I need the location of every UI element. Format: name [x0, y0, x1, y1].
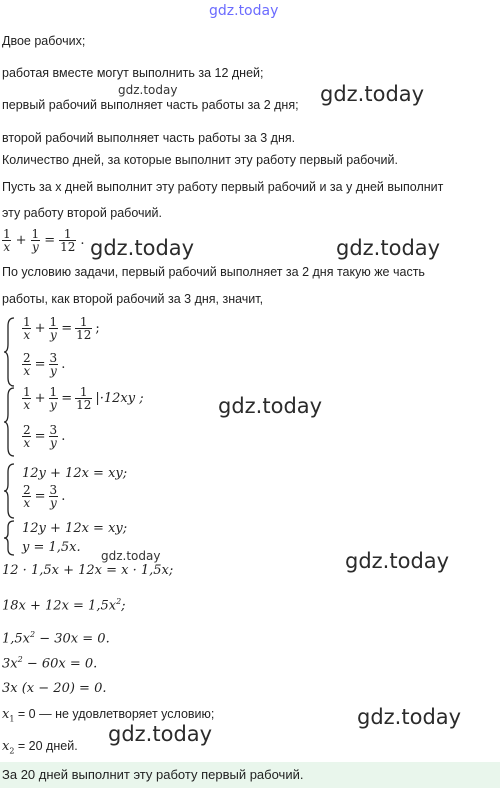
system-3-eq-2: $\frac{2}{x}$ = $\frac{3}{y}$ .	[23, 483, 66, 510]
watermark: gdz.today	[320, 82, 425, 106]
equation-line: $x_1 = 0$ — не удовлетворяет условию;	[2, 707, 215, 724]
text-line: первый рабочий выполняет часть работы за 2 дня;	[2, 98, 299, 112]
watermark: gdz.today	[118, 83, 178, 97]
watermark: gdz.today	[357, 705, 462, 729]
equation-line: $x_2 = 20$ дней.	[2, 739, 78, 756]
text-line: Двое рабочих;	[2, 34, 86, 48]
fraction: $\frac{1}{y}$	[31, 227, 40, 254]
equation-line: $3x^2 - 60x = 0$.	[2, 655, 98, 672]
watermark: gdz.today	[336, 236, 441, 260]
text-line: Пусть за x дней выполнит эту работу первый рабочий и за y дней выполнит	[2, 180, 444, 194]
watermark-top: gdz.today	[209, 3, 279, 19]
text-line: эту работу второй рабочий.	[2, 206, 162, 220]
system-3-eq-1: 12y + 12x = xy;	[22, 466, 128, 481]
equation-line: 12 · 1,5x + 12x = x · 1,5x;	[2, 563, 174, 578]
text-line: работая вместе могут выполнить за 12 дней;	[2, 66, 264, 80]
watermark: gdz.today	[108, 722, 213, 746]
watermark: gdz.today	[218, 394, 323, 418]
main-equation: $\frac{1}{x}$ + $\frac{1}{y}$ = $\frac{1}{12}$ .	[3, 227, 85, 254]
equation-line: $18x + 12x = 1,5x^2$;	[2, 597, 126, 614]
system-1-eq-2: $\frac{2}{x}$ = $\frac{3}{y}$ .	[23, 351, 66, 378]
system-4-eq-2: y = 1,5x.	[22, 540, 81, 555]
watermark: gdz.today	[101, 549, 161, 563]
system-2-eq-1: $\frac{1}{x}$ + $\frac{1}{y}$ = $\frac{1}{12}$ |·12xy ;	[23, 385, 144, 412]
answer-text: За 20 дней выполнит эту работу первый рабочий.	[2, 767, 304, 782]
system-2-eq-2: $\frac{2}{x}$ = $\frac{3}{y}$ .	[23, 423, 66, 450]
brace	[2, 462, 16, 520]
text-line: работы, как второй рабочий за 3 дня, значит,	[2, 292, 264, 306]
brace	[2, 386, 16, 458]
fraction: $\frac{1}{x}$	[3, 227, 11, 254]
watermark: gdz.today	[90, 236, 195, 260]
fraction: $\frac{1}{12}$	[60, 227, 76, 254]
watermark: gdz.today	[345, 549, 450, 573]
brace	[2, 519, 16, 557]
equation-line: $1,5x^2 - 30x = 0$.	[2, 630, 110, 647]
brace	[2, 316, 16, 388]
text-line: По условию задачи, первый рабочий выполняет за 2 дня такую же часть	[2, 265, 425, 279]
system-4-eq-1: 12y + 12x = xy;	[22, 521, 128, 536]
text-line: второй рабочий выполняет часть работы за 3 дня.	[2, 131, 296, 145]
text-line: Количество дней, за которые выполнит эту работу первый рабочий.	[2, 153, 398, 167]
system-1-eq-1: $\frac{1}{x}$ + $\frac{1}{y}$ = $\frac{1}{12}$ ;	[23, 315, 100, 342]
equation-line: 3x (x − 20) = 0.	[2, 681, 107, 696]
